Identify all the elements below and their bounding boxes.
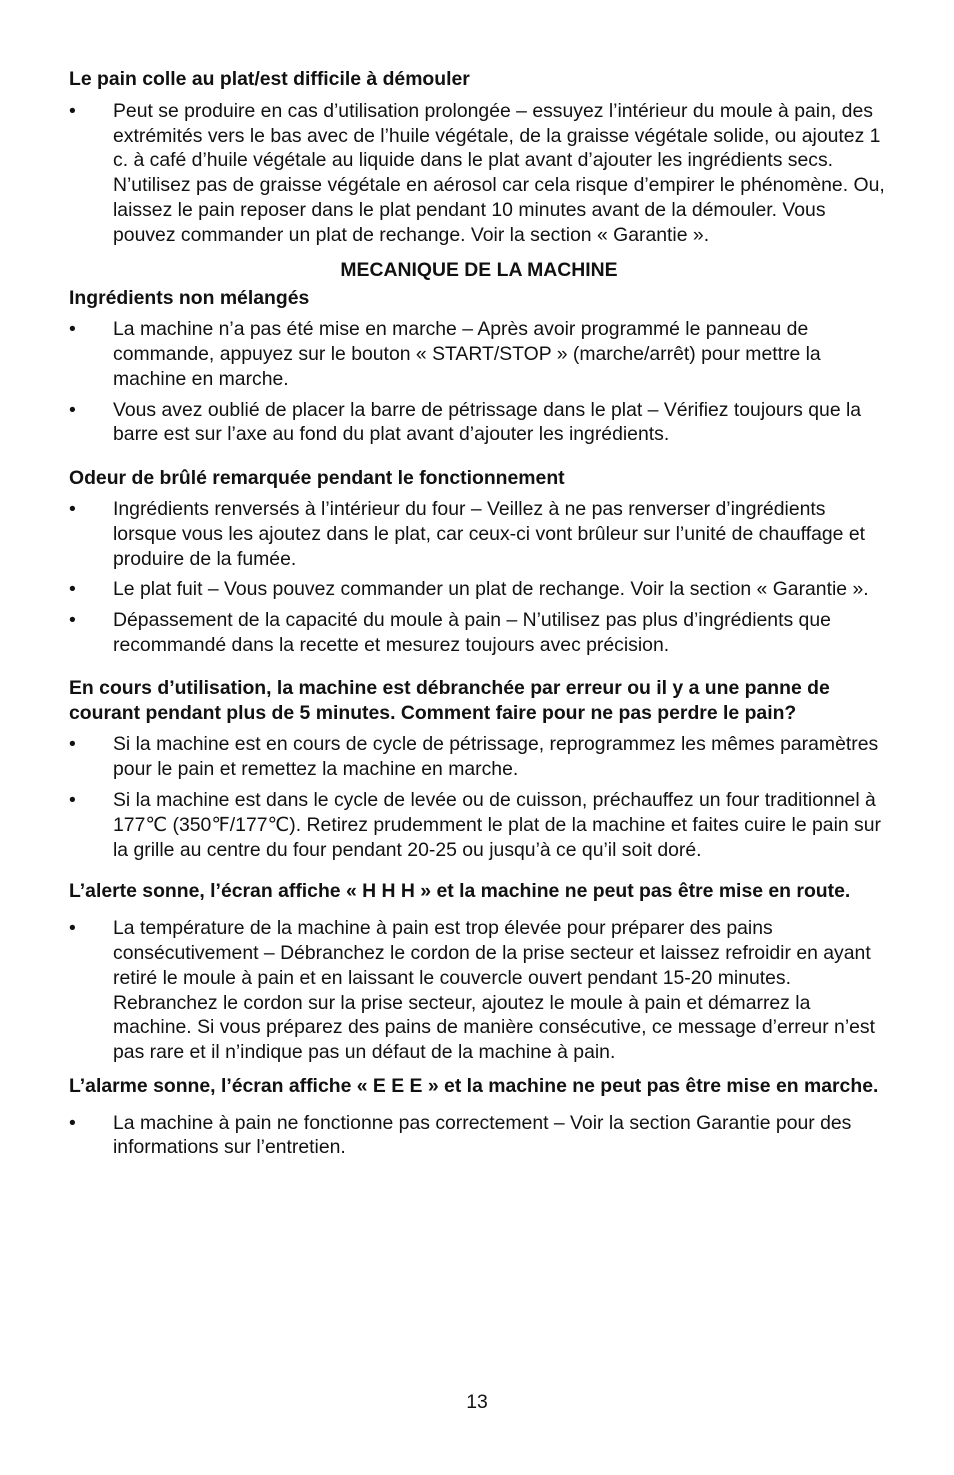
list-item: • Dépassement de la capacité du moule à pain – N’utilisez pas plus d’ingrédients que recommandé dans la recette et mesurez toujours avec précision.: [69, 609, 831, 656]
section-heading: Le pain colle au plat/est difficile à démouler: [69, 68, 470, 90]
list-item: • Le plat fuit – Vous pouvez commander un plat de rechange. Voir la section « Garantie ».: [69, 578, 869, 601]
section-pain-colle: [69, 67, 889, 248]
list-item: • La machine à pain ne fonctionne pas correctement – Voir la section Garantie pour des informations sur l’entretien.: [69, 1111, 852, 1159]
section-heading: Ingrédients non mélangés: [69, 287, 310, 310]
section-mecanique: [69, 258, 889, 448]
bullet-icon: •: [69, 398, 76, 421]
list-item: • Ingrédients renversés à l’intérieur du four – Veillez à ne pas renverser d’ingrédients lorsque vous les ajoutez dans le plat, car ceux-ci vont brûleur sur l’unité de chauffage et produire de la fumée.: [69, 497, 866, 570]
section-hhh: [69, 879, 889, 1065]
list-item: • La machine n’a pas été mise en marche – Après avoir programmé le panneau de commande, appuyez sur le bouton « START/STOP » (marche/arrêt) pour mettre la machine en marche.: [69, 318, 821, 390]
bullet-icon: •: [69, 1111, 76, 1134]
list-item: • La température de la machine à pain est trop élevée pour préparer des pains consécutivement – Débranchez le cordon de la prise secteur et laissez refroidir en ayant retiré le moule à pain et en laissant le couvercle ouvert pendant 15-20 minutes. Rebranchez le cordon sur la prise secteur, ajoutez le moule à pain et démarrez la machine. Si vous préparez des pains de manière consécutive, ce message d’erreur n’est pas rare et il n’indique pas un défaut de la machine à pain.: [69, 917, 876, 1064]
bullet-list: [69, 1111, 889, 1161]
bullet-list: [69, 916, 889, 1065]
bullet-icon: •: [69, 609, 76, 632]
list-item: • Vous avez oublié de placer la barre de pétrissage dans le plat – Vérifiez toujours que la barre est sur l’axe au fond du plat avant d’ajouter les ingrédients.: [69, 398, 862, 446]
bullet-icon: •: [69, 788, 76, 811]
bullet-list: [69, 497, 889, 658]
bullet-icon: •: [69, 733, 76, 756]
section-coupure: [69, 676, 889, 863]
page-number: 13: [466, 1391, 488, 1413]
section-heading: L’alarme sonne, l’écran affiche « E E E » et la machine ne peut pas être mise en marche.: [69, 1074, 879, 1097]
section-eee: [69, 1074, 889, 1160]
list-item: • Peut se produire en cas d’utilisation prolongée – essuyez l’intérieur du moule à pain, des extrémités vers le bas avec de l’huile végétale, de la graisse végétale solide, ou ajoutez 1 c. à café d’huile végétale au liquide dans le plat avant d’ajouter les ingrédients secs. N’utilisez pas de graisse végétale en aérosol car cela risque d’empirer le phénomène. Ou, laissez le pain reposer dans le plat pendant 10 minutes avant de la démouler. Vous pouvez commander un plat de rechange. Voir la section « Garantie ».: [69, 99, 885, 246]
section-title: MECANIQUE DE LA MACHINE: [340, 258, 618, 281]
section-heading: Odeur de brûlé remarquée pendant le fonctionnement: [69, 467, 565, 490]
bullet-list: [69, 317, 889, 447]
bullet-list: [69, 99, 889, 248]
bullet-icon: •: [69, 318, 76, 341]
list-item: • Si la machine est en cours de cycle de pétrissage, reprogrammez les mêmes paramètres pour le pain et remettez la machine en marche.: [69, 733, 879, 781]
page-content: [69, 67, 889, 1160]
section-heading: En cours d’utilisation, la machine est débranchée par erreur ou il y a une panne de courant pendant plus de 5 minutes. Comment faire pour ne pas perdre le pain?: [69, 676, 830, 724]
bullet-icon: •: [69, 917, 76, 940]
list-item: • Si la machine est dans le cycle de levée ou de cuisson, préchauffez un four traditionnel à 177℃ (350℉/177℃). Retirez prudemment le plat de la machine et faites cuire le pain sur la grille au centre du four pendant 20-25 ou jusqu’à ce qu’il soit doré.: [69, 788, 881, 861]
bullet-icon: •: [69, 497, 76, 520]
bullet-icon: •: [69, 99, 76, 122]
bullet-list: [69, 732, 889, 862]
bullet-icon: •: [69, 578, 76, 601]
section-heading: L’alerte sonne, l’écran affiche « H H H » et la machine ne peut pas être mise en route.: [69, 880, 851, 903]
section-odeur: [69, 466, 889, 658]
